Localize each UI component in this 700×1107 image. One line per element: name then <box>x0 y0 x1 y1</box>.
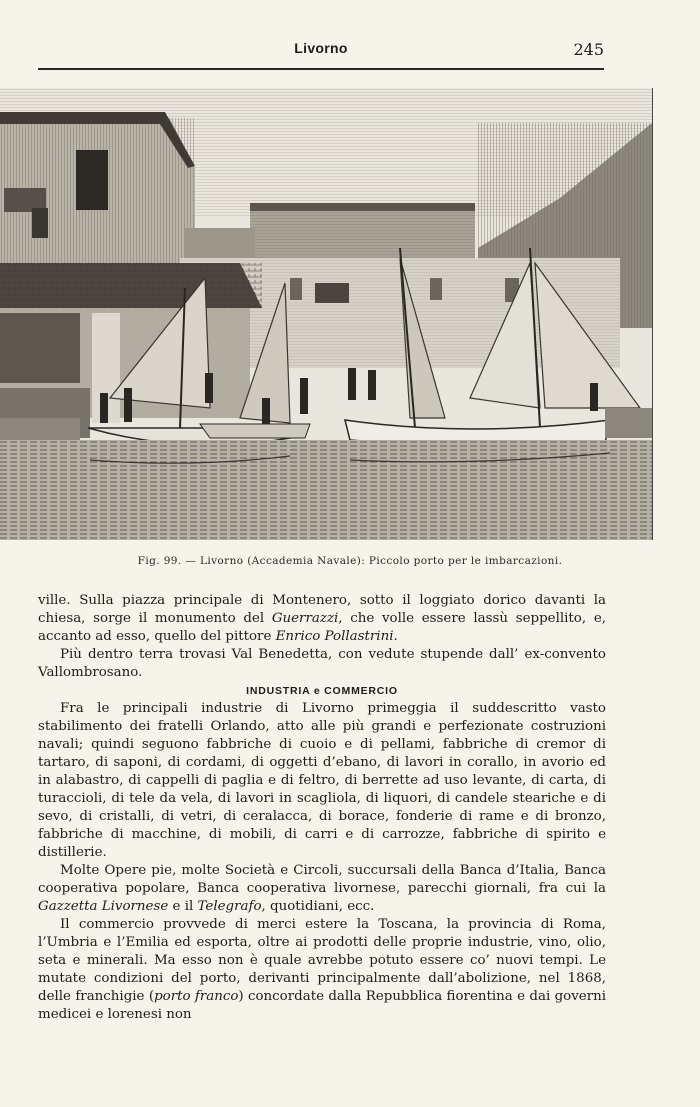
paragraph-montenero <box>38 592 606 646</box>
text-run: Il commercio provvede di merci estere la Toscana, la provincia di Roma, l’Umbria e l’Emilia ed esporta, oltre ai prodotti delle proprie industrie, vino, olio, seta e minerali. Ma esso non è quale avrebbe potuto essere co’ nuovi tempi. Le mutate condizioni del porto, derivanti principalmente dall’abolizione, nel 1868, delle franchigie ( <box>38 917 606 1004</box>
page-header <box>38 40 604 62</box>
paragraph-val-benedetta: Più dentro terra trovasi Val Benedetta, con vedute stupende dall’ ex-convento Vallombrosano. <box>38 647 606 680</box>
paragraph-commercio <box>38 916 606 1024</box>
paragraph-industrie: Fra le principali industrie di Livorno primeggia il suddescritto vasto stabilimento dei fratelli Orlando, atto alle più grandi e perfezionate costruzioni navali; quindi seguono fabbriche di cuoio e di pellami, fabbriche di cremor di tartaro, di saponi, di cordami, di oggetti d’ebano, di lavori in corallo, in avorio ed in alabastro, di cappelli di paglia e di feltro, di berrette ad uso levante, di carta, di turaccioli, di tele da vela, di lavori in scagliola, di liquori, di candele steariche e di sevo, di cristalli, di vetri, di ceralacca, di borace, fonderie di rame e di bronzo, fabbriche di macchine, di mobili, di carri e di carrozze, fabbriche di spirito e distillerie. <box>38 701 606 860</box>
body-text <box>38 592 606 1024</box>
text-run: , che volle essere lassù seppellito, e, accanto ad esso, quello del pittore <box>38 611 606 644</box>
text-run: ville. Sulla piazza principale di Montenero, sotto il loggiato dorico davanti la chiesa, sorge il monumento del <box>38 593 606 626</box>
header-rule <box>38 68 604 70</box>
italic-porto-franco: porto franco <box>154 989 239 1004</box>
figure-caption: Fig. 99. — Livorno (Accademia Navale): Piccolo porto per le imbarcazioni. <box>137 555 563 567</box>
italic-name-pollastrini: Enrico Pollastrini <box>275 629 394 644</box>
italic-newspaper-telegrafo: Telegrafo <box>197 899 262 914</box>
italic-name-guerrazzi: Guerrazzi <box>271 611 339 626</box>
text-run: , quotidiani, ecc. <box>261 899 375 914</box>
text-run: Molte Opere pie, molte Società e Circoli, succursali della Banca d’Italia, Banca cooperativa popolare, Banca cooperativa livornese, parecchi giornali, fra cui la <box>38 863 606 896</box>
running-title: Livorno <box>294 40 348 56</box>
paragraph-opere-pie <box>38 862 606 916</box>
italic-newspaper-gazzetta: Gazzetta Livornese <box>38 899 169 914</box>
section-heading: INDUSTRIA e COMMERCIO <box>246 685 398 697</box>
text-run: e il <box>168 899 198 914</box>
page-number: 245 <box>573 40 604 59</box>
engraving-harbor-illustration <box>0 88 653 540</box>
text-run: ) concordate dalla Repubblica fiorentina e dai governi medicei e lorenesi non <box>38 989 607 1022</box>
text-run: . <box>393 629 398 644</box>
